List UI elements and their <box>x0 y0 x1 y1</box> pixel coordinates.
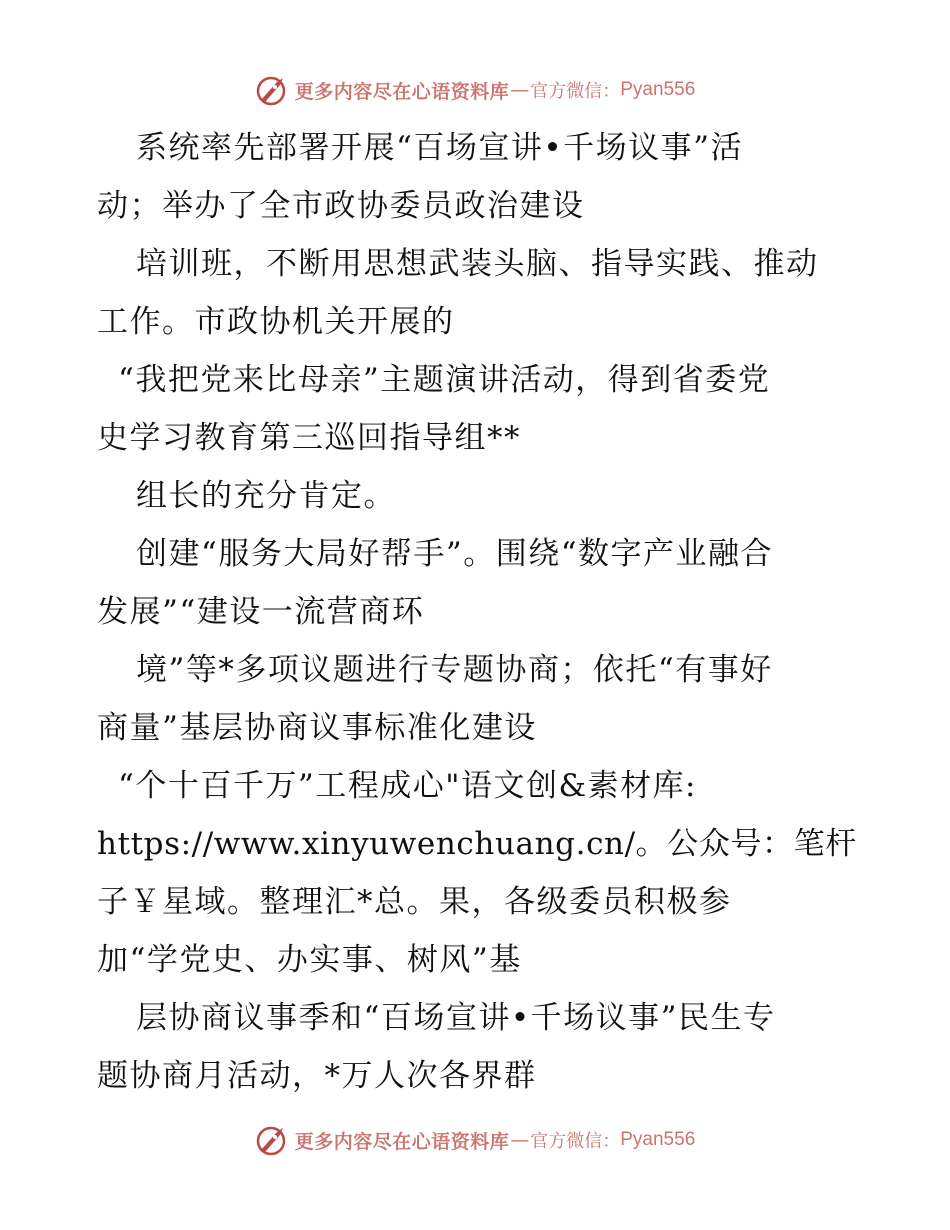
text-line: 商量”基层协商议事标准化建设 <box>97 710 537 746</box>
text-line: 境”等*多项议题进行专题协商；依托“有事好 <box>136 652 773 688</box>
text-line: “个十百千万”工程成心"语文创&素材库: <box>118 768 697 804</box>
banner-subtitle: 官方微信： <box>530 1131 621 1152</box>
text-line: 发展”“建设一流营商环 <box>97 594 425 630</box>
text-line: 动；举办了全市政协委员政治建设 <box>97 188 585 224</box>
banner-title: 更多内容尽在心语资料库 <box>294 1130 510 1153</box>
footer-banner[interactable] <box>0 1120 950 1160</box>
text-line: 组长的充分肯定。 <box>136 478 396 514</box>
banner-wechat-id: Pyan556 <box>620 1129 696 1150</box>
text-line: 史学习教育第三巡回指导组** <box>97 420 521 456</box>
pen-nib-logo-icon <box>255 74 291 106</box>
text-line: 子￥星域。整理汇*总。果，各级委员积极参 <box>97 884 732 920</box>
banner-title: 更多内容尽在心语资料库 <box>294 80 510 103</box>
text-line: “我把党来比母亲”主题演讲活动，得到省委党 <box>118 362 771 398</box>
banner-dash: — <box>510 1129 530 1151</box>
text-line: 系统率先部署开展“百场宣讲•千场议事”活 <box>136 130 743 166</box>
text-line: 层协商议事季和“百场宣讲•千场议事”民生专 <box>136 1000 776 1036</box>
banner-wechat-id: Pyan556 <box>620 79 696 100</box>
header-banner[interactable] <box>0 70 950 110</box>
text-line: 培训班，不断用思想武装头脑、指导实践、推动 <box>136 246 819 282</box>
text-line-url: https://www.xinyuwenchuang.cn/。公众号：笔杆 <box>97 826 857 862</box>
pen-nib-logo-icon <box>255 1124 291 1156</box>
banner-dash: — <box>510 79 530 101</box>
banner-subtitle: 官方微信： <box>530 81 621 102</box>
text-line: 工作。市政协机关开展的 <box>97 304 455 340</box>
text-line: 加“学党史、办实事、树风”基 <box>97 942 522 978</box>
text-line: 题协商月活动，*万人次各界群 <box>97 1058 537 1094</box>
text-line: 创建“服务大局好帮手”。围绕“数字产业融合 <box>136 536 774 572</box>
